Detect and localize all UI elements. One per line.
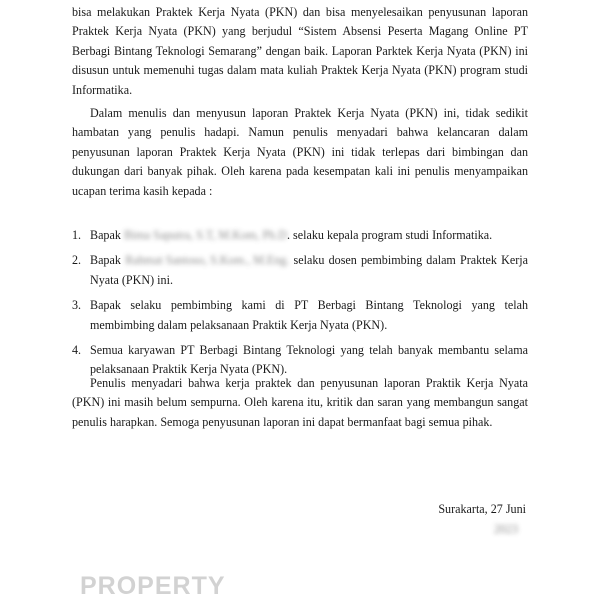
thanks-item-text: [90, 251, 528, 290]
watermark: PROPERTY: [80, 572, 226, 600]
thanks-item-suffix: selaku dosen pembimbing dalam Praktek Kerja Nyata (PKN) ini.: [90, 253, 528, 287]
signoff-year: 2023: [493, 522, 518, 536]
paragraph-obstacles: Dalam menulis dan menyusun laporan Praktek Kerja Nyata (PKN) ini, tidak sedikit hambatan yang penulis hadapi. Namun penulis menyadari bahwa kelancaran dalam penyusunan laporan Praktek Kerja Nyata (PKN) ini tidak terlepas dari bimbingan dan dukungan dari banyak pihak. Oleh karena pada kesempatan kali ini penulis menyampaikan ucapan terima kasih kepada :: [72, 106, 528, 198]
thanks-item-number: 4.: [72, 343, 82, 358]
thanks-item-text: Semua karyawan PT Berbagi Bintang Teknologi yang telah banyak membantu selama pelaksanaan Praktik Kerja Nyata (PKN).: [90, 343, 528, 377]
thanks-item-number: 2.: [72, 253, 82, 268]
thanks-item-1: [72, 226, 528, 245]
blurred-name: Bima Saputra, S.T, M.Kom, Ph.D: [123, 228, 287, 242]
thanks-item-number: 1.: [72, 228, 82, 242]
thanks-item-text: [90, 226, 528, 245]
thanks-item-prefix: Bapak: [90, 253, 121, 268]
thanks-item-2: [72, 251, 528, 290]
thanks-list: [72, 226, 528, 386]
signoff-place-date: Surakarta, 27 Juni: [438, 502, 526, 516]
thanks-item-suffix: . selaku kepala program studi Informatika.: [286, 228, 493, 242]
paragraph-closing: Penulis menyadari bahwa kerja praktek dan penyusunan laporan Praktik Kerja Nyata (PKN) ini masih belum sempurna. Oleh karena itu, kritik dan saran yang membangun sangat penulis harapkan. Semoga penyusunan laporan ini dapat bermanfaat bagi semua pihak.: [72, 376, 528, 429]
thanks-item-number: 3.: [72, 298, 82, 313]
paragraph-intro: bisa melakukan Praktek Kerja Nyata (PKN) dan bisa menyelesaikan penyusunan laporan Praktek Kerja Nyata (PKN) yang berjudul “Sistem Absensi Peserta Magang Online PT Berbagi Bintang Teknologi Semarang” dengan baik. Laporan Parktek Kerja Nyata (PKN) ini disusun untuk memenuhi tugas dalam mata kuliah Praktek Kerja Nyata (PKN) program studi Informatika.: [72, 5, 528, 97]
thanks-item-prefix: Bapak: [90, 228, 121, 242]
thanks-item-3: [72, 296, 528, 335]
thanks-item-text: Bapak selaku pembimbing kami di PT Berbagi Bintang Teknologi yang telah membimbing dalam pelaksanaan Praktik Kerja Nyata (PKN).: [90, 298, 528, 332]
blurred-name: Rahmat Santoso, S.Kom., M.Eng.: [125, 253, 290, 268]
